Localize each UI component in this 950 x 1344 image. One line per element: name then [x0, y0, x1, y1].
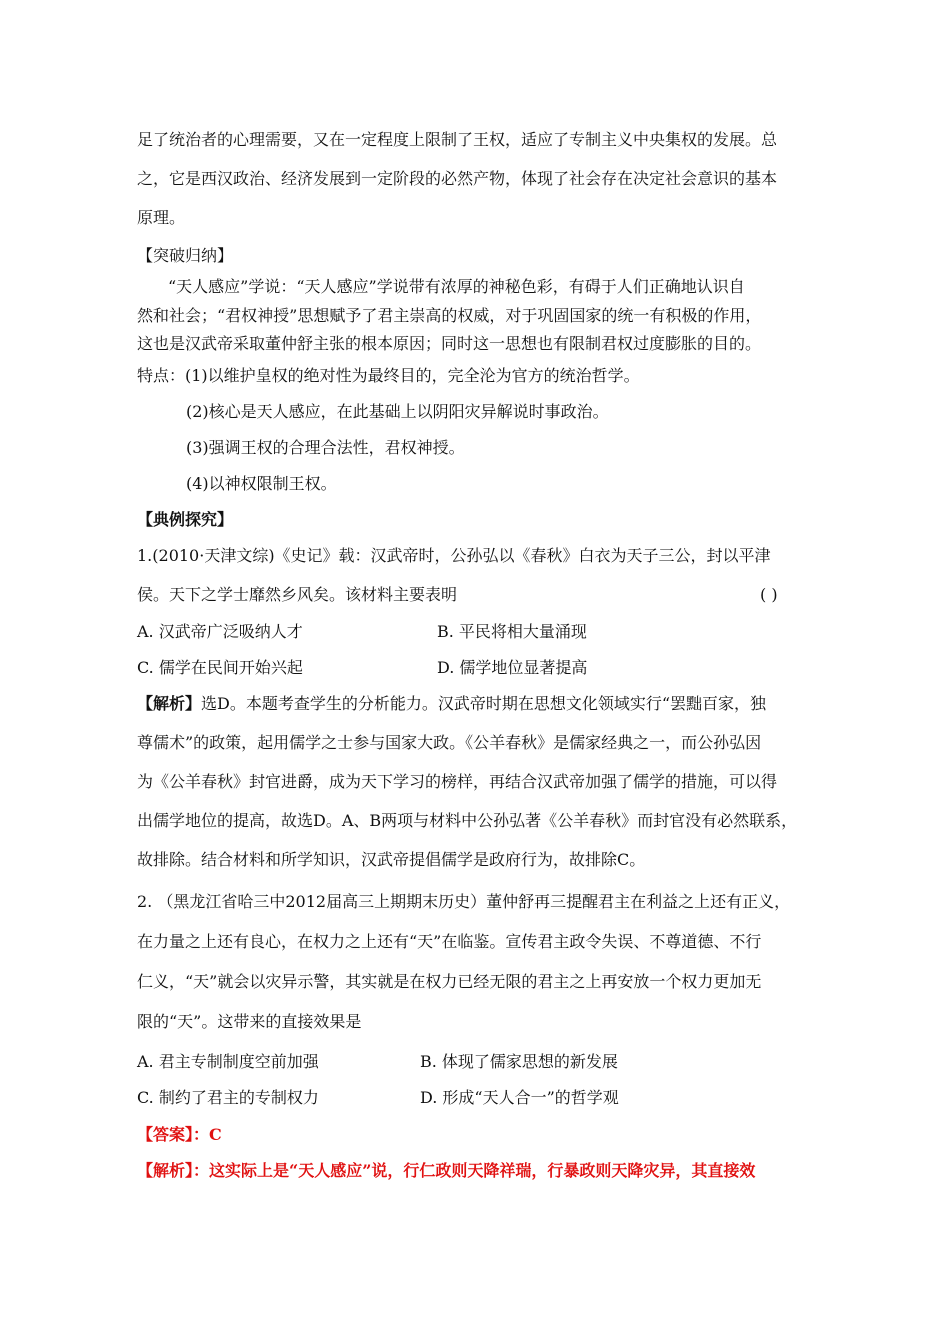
- option-d: D. 儒学地位显著提高: [437, 658, 588, 677]
- analysis-line: [137, 694, 766, 714]
- analysis-line-red: 【解析】：这实际上是“天人感应”说，行仁政则天降祥瑞，行暴政则天降灾异，其直接效: [137, 1161, 756, 1180]
- analysis-line: 尊儒术”的政策，起用儒学之士参与国家大政。《公羊春秋》是儒家经典之一，而公孙弘因: [137, 733, 762, 752]
- analysis-line: 故排除。结合材料和所学知识，汉武帝提倡儒学是政府行为，故排除C。: [137, 850, 646, 869]
- section-heading: 【突破归纳】: [137, 246, 234, 265]
- question-text: 侯。天下之学士靡然乡风矣。该材料主要表明: [137, 585, 458, 604]
- option-c: C. 儒学在民间开始兴起: [137, 658, 303, 677]
- feature-item: 特点：(1)以维护皇权的绝对性为最终目的，完全沦为官方的统治哲学。: [137, 366, 640, 385]
- option-c: C. 制约了君主的专制权力: [137, 1088, 319, 1107]
- analysis-tag: 【解析】: [137, 694, 202, 713]
- section-heading: 【典例探究】: [137, 510, 234, 529]
- question-text: 仁义，“天”就会以灾异示警，其实就是在权力已经无限的君主之上再安放一个权力更加无: [137, 972, 762, 991]
- text-line: 原理。: [137, 208, 186, 227]
- option-a: A. 君主专制制度空前加强: [137, 1052, 319, 1071]
- question-text: 2. （黑龙江省哈三中2012届高三上期期末历史）董仲舒再三提醒君主在利益之上还有正义，: [137, 892, 791, 911]
- analysis-text: 选D。本题考查学生的分析能力。汉武帝时期在思想文化领域实行“罢黜百家，独: [201, 694, 767, 713]
- answer-line: 【答案】：C: [137, 1125, 222, 1144]
- text-line: 之，它是西汉政治、经济发展到一定阶段的必然产物，体现了社会存在决定社会意识的基本: [137, 169, 778, 188]
- option-d: D. 形成“天人合一”的哲学观: [420, 1088, 619, 1107]
- feature-item: (3)强调王权的合理合法性，君权神授。: [186, 438, 465, 457]
- analysis-line: 为《公羊春秋》封官进爵，成为天下学习的榜样，再结合汉武帝加强了儒学的措施，可以得: [137, 772, 778, 791]
- answer-blank: ( ): [760, 585, 778, 604]
- feature-item: (4)以神权限制王权。: [186, 474, 337, 493]
- option-a: A. 汉武帝广泛吸纳人才: [137, 622, 303, 641]
- text-line: 这也是汉武帝采取董仲舒主张的根本原因；同时这一思想也有限制君权过度膨胀的目的。: [137, 334, 762, 353]
- analysis-line: 出儒学地位的提高，故选D。A、B两项与材料中公孙弘著《公羊春秋》而封官没有必然联系，: [137, 811, 798, 830]
- option-b: B. 体现了儒家思想的新发展: [420, 1052, 618, 1071]
- text-line: 然和社会；“君权神授”思想赋予了君主崇高的权威，对于巩固国家的统一有积极的作用，: [137, 306, 762, 325]
- feature-item: (2)核心是天人感应，在此基础上以阴阳灾异解说时事政治。: [186, 402, 609, 421]
- text-line: “天人感应”学说：“天人感应”学说带有浓厚的神秘色彩，有碍于人们正确地认识自: [168, 277, 745, 296]
- question-text: 在力量之上还有良心，在权力之上还有“天”在临鉴。宣传君主政令失误、不尊道德、不行: [137, 932, 762, 951]
- question-text: 限的“天”。这带来的直接效果是: [137, 1012, 362, 1031]
- text-line: 足了统治者的心理需要，又在一定程度上限制了王权，适应了专制主义中央集权的发展。总: [137, 130, 778, 149]
- option-b: B. 平民将相大量涌现: [437, 622, 587, 641]
- question-text: 1.(2010·天津文综)《史记》载：汉武帝时，公孙弘以《春秋》白衣为天子三公，封以平津: [137, 546, 771, 565]
